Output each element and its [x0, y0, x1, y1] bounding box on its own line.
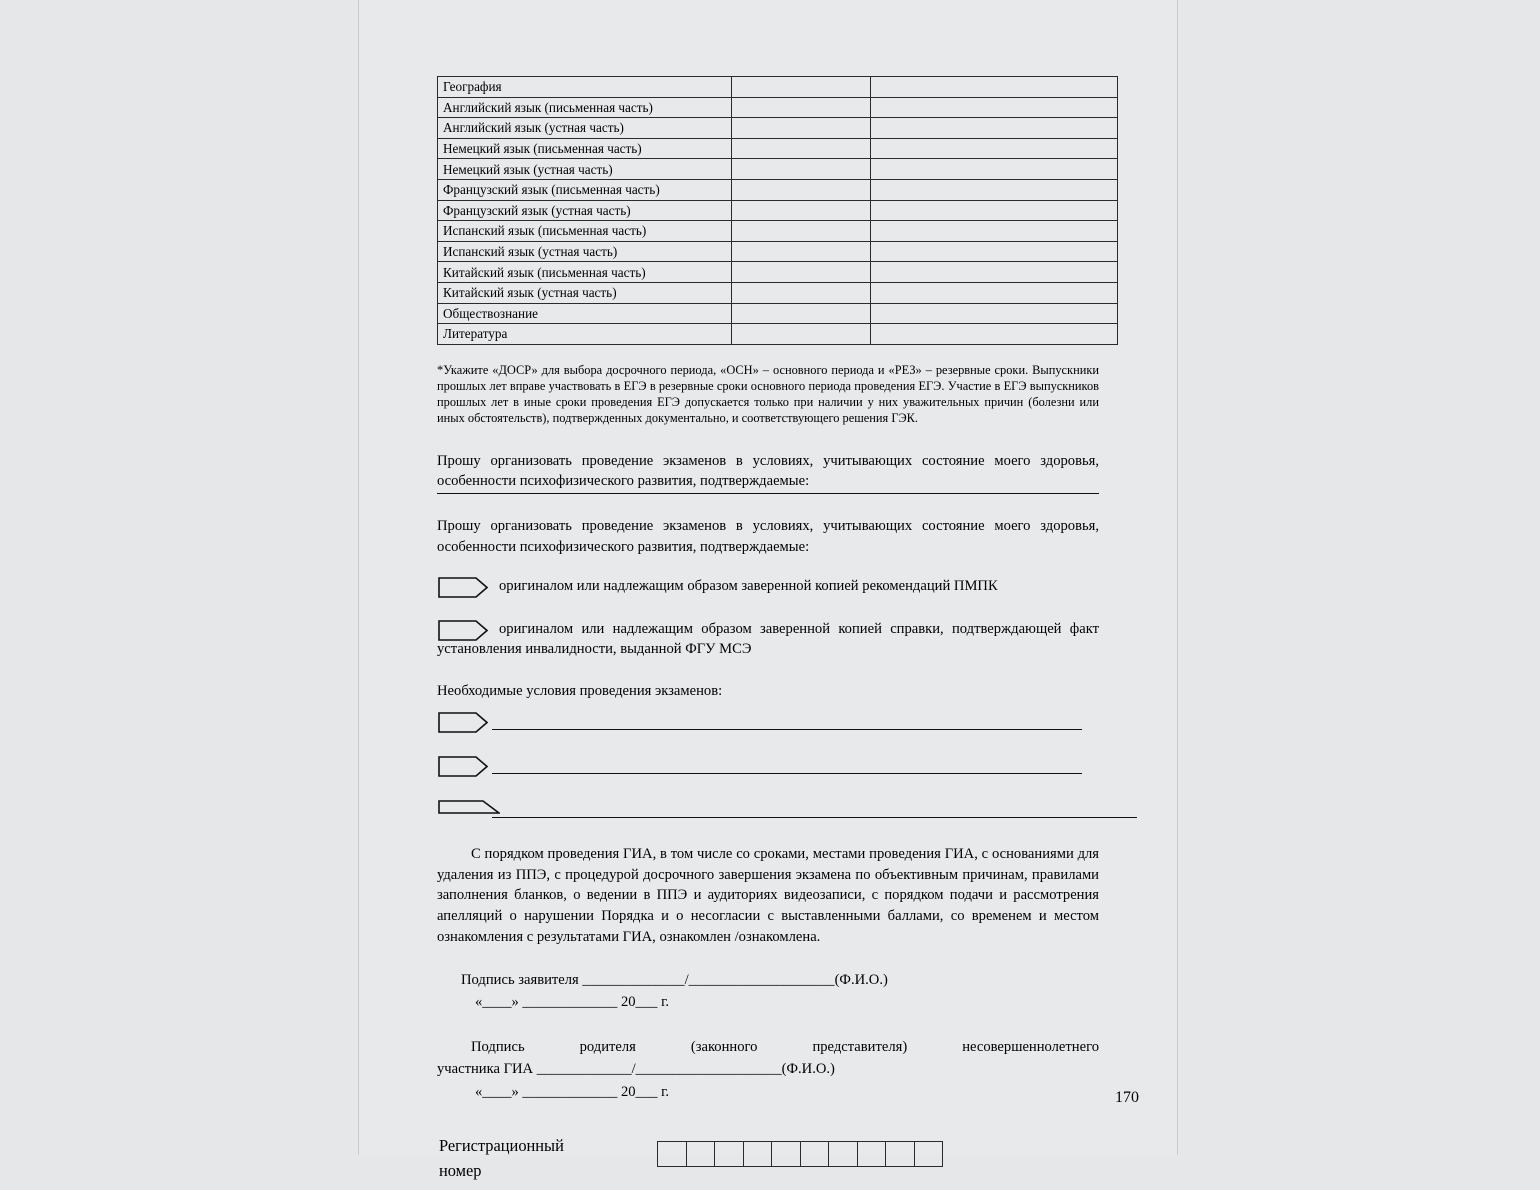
parent-signature-line — [437, 1059, 1099, 1081]
health-request-underline[interactable] — [437, 493, 1099, 494]
parent-word-1: Подпись — [471, 1039, 525, 1056]
arrow-checkbox-icon[interactable] — [438, 712, 488, 733]
subject-name-cell: Немецкий язык (устная часть) — [438, 159, 732, 180]
table-row — [438, 262, 1118, 283]
table-row — [438, 200, 1118, 221]
table-row — [438, 97, 1118, 118]
arrow-checkbox-icon[interactable] — [438, 620, 488, 641]
subject-extra-cell[interactable] — [871, 138, 1118, 159]
registration-cell[interactable] — [743, 1141, 773, 1167]
subject-period-cell[interactable] — [732, 221, 871, 242]
health-request-paragraph-2: Прошу организовать проведение экзаменов в условиях, учитывающих состояние моего здоровья, особенности психофизического развития, подтверждаемые: — [437, 518, 1099, 555]
subject-period-cell[interactable] — [732, 241, 871, 262]
subject-name-cell: Обществознание — [438, 303, 732, 324]
registration-cell[interactable] — [857, 1141, 887, 1167]
registration-number-label — [439, 1134, 639, 1183]
conditions-label: Необходимые условия проведения экзаменов: — [437, 682, 723, 699]
parent-signature-block — [437, 1037, 1099, 1104]
subject-period-cell[interactable] — [732, 262, 871, 283]
condition-input-line-2[interactable] — [492, 773, 1082, 774]
page-content — [437, 76, 1099, 1190]
table-row — [438, 303, 1118, 324]
subject-period-cell[interactable] — [732, 97, 871, 118]
subject-extra-cell[interactable] — [871, 324, 1118, 345]
parent-word-5: несовершеннолетнего — [962, 1039, 1099, 1056]
parent-fio-label: (Ф.И.О.) — [781, 1061, 835, 1078]
subject-name-cell: Литература — [438, 324, 732, 345]
gia-acknowledgement-paragraph: С порядком проведения ГИА, в том числе со сроками, местами проведения ГИА, с основаниями для удаления из ППЭ, с процедурой досрочного завершения экзамена по объективным причинам, правилами заполнения бланков, о ведении в ППЭ и аудиториях видеозаписи, с порядком подачи и рассмотрения апелляций о нарушении Порядка и о несогласии с выставленными баллами, со временем и местом ознакомления с результатами ГИА, ознакомлен /ознакомлена. — [437, 845, 1099, 945]
subject-period-cell[interactable] — [732, 77, 871, 98]
subject-name-cell: Испанский язык (письменная часть) — [438, 221, 732, 242]
subject-extra-cell[interactable] — [871, 282, 1118, 303]
subject-extra-cell[interactable] — [871, 303, 1118, 324]
registration-cell[interactable] — [914, 1141, 944, 1167]
subject-extra-cell[interactable] — [871, 97, 1118, 118]
registration-cell[interactable] — [885, 1141, 915, 1167]
subject-period-cell[interactable] — [732, 138, 871, 159]
subject-name-cell: Английский язык (письменная часть) — [438, 97, 732, 118]
subjects-table — [437, 76, 1118, 345]
registration-cell[interactable] — [686, 1141, 716, 1167]
condition-blank-row-1 — [437, 710, 1099, 744]
subject-name-cell: Китайский язык (письменная часть) — [438, 262, 732, 283]
table-footnote: *Укажите «ДОСР» для выбора досрочного периода, «ОСН» – основного периода и «РЕЗ» – резервные сроки. Выпускники прошлых лет вправе участвовать в ЕГЭ в резервные сроки основного периода проведения ЕГЭ. Участие в ЕГЭ выпускников прошлых лет в иные сроки проведения ЕГЭ допускается только при наличии у них уважительных причин (болезни или иных обстоятельств), подтвержденных документально, и соответствующего решения ГЭК. — [437, 362, 1099, 426]
applicant-signature-line — [437, 970, 1099, 992]
parent-signature-heading — [437, 1037, 1099, 1059]
table-row — [438, 159, 1118, 180]
condition-blank-row-3 — [437, 798, 1099, 832]
subject-period-cell[interactable] — [732, 282, 871, 303]
arrow-checkbox-icon[interactable] — [438, 800, 500, 821]
subject-period-cell[interactable] — [732, 159, 871, 180]
condition-input-line-1[interactable] — [492, 729, 1082, 730]
registration-number-cells[interactable] — [657, 1141, 943, 1167]
health-request-paragraph-1: Прошу организовать проведение экзаменов в условиях, учитывающих состояние моего здоровья, особенности психофизического развития, подтверждаемые: — [437, 453, 1099, 490]
page-margin-right — [1179, 0, 1540, 1155]
health-option-text-2: оригиналом или надлежащим образом заверенной копией справки, подтверждающей факт установления инвалидности, выданной ФГУ МСЭ — [437, 620, 1099, 657]
parent-word-4: представителя) — [812, 1039, 908, 1056]
table-row — [438, 179, 1118, 200]
table-row — [438, 118, 1118, 139]
subject-period-cell[interactable] — [732, 118, 871, 139]
table-row — [438, 77, 1118, 98]
parent-signature-label: участника ГИА — [437, 1061, 534, 1078]
applicant-signature-block — [437, 970, 1099, 1015]
subject-period-cell[interactable] — [732, 200, 871, 221]
health-option-label-2 — [437, 619, 1099, 659]
arrow-checkbox-icon[interactable] — [438, 756, 488, 777]
applicant-signature-label: Подпись заявителя — [461, 971, 579, 988]
registration-cell[interactable] — [657, 1141, 687, 1167]
applicant-date-line[interactable]: «____» _____________ 20___ г. — [475, 994, 670, 1011]
table-row — [438, 138, 1118, 159]
subject-period-cell[interactable] — [732, 303, 871, 324]
parent-signature-blank[interactable]: _____________/____________________ — [536, 1061, 782, 1078]
registration-label-line2: номер — [439, 1160, 482, 1180]
page-margin-left — [0, 0, 358, 1155]
document-page — [358, 0, 1178, 1180]
subject-extra-cell[interactable] — [871, 179, 1118, 200]
subject-name-cell: Французский язык (письменная часть) — [438, 179, 732, 200]
registration-label-line1: Регистрационный — [439, 1136, 564, 1156]
subject-period-cell[interactable] — [732, 324, 871, 345]
registration-cell[interactable] — [771, 1141, 801, 1167]
parent-word-3: (законного — [690, 1039, 758, 1056]
registration-cell[interactable] — [714, 1141, 744, 1167]
parent-word-2: родителя — [579, 1039, 636, 1056]
health-option-row-1 — [437, 576, 1099, 600]
arrow-checkbox-icon[interactable] — [438, 577, 488, 598]
health-option-text-1: оригиналом или надлежащим образом заверенной копией рекомендаций ПМПК — [499, 577, 998, 594]
subject-name-cell: Английский язык (устная часть) — [438, 118, 732, 139]
subject-extra-cell[interactable] — [871, 200, 1118, 221]
table-row — [438, 221, 1118, 242]
condition-blank-row-2 — [437, 754, 1099, 788]
page-number: 170 — [1115, 1089, 1139, 1106]
subject-extra-cell[interactable] — [871, 77, 1118, 98]
parent-date-line[interactable]: «____» _____________ 20___ г. — [475, 1084, 670, 1101]
registration-cell[interactable] — [828, 1141, 858, 1167]
table-row — [438, 324, 1118, 345]
subject-extra-cell[interactable] — [871, 262, 1118, 283]
subject-name-cell: Французский язык (устная часть) — [438, 200, 732, 221]
applicant-signature-blank[interactable]: ______________/____________________ — [582, 971, 835, 988]
health-option-row-2 — [437, 619, 1099, 659]
table-row — [438, 282, 1118, 303]
subject-name-cell: География — [438, 77, 732, 98]
subject-extra-cell[interactable] — [871, 118, 1118, 139]
subject-extra-cell[interactable] — [871, 159, 1118, 180]
table-row — [438, 241, 1118, 262]
subject-name-cell: Испанский язык (устная часть) — [438, 241, 732, 262]
subject-name-cell: Китайский язык (устная часть) — [438, 282, 732, 303]
subject-name-cell: Немецкий язык (письменная часть) — [438, 138, 732, 159]
subject-extra-cell[interactable] — [871, 241, 1118, 262]
registration-cell[interactable] — [800, 1141, 830, 1167]
condition-input-line-3[interactable] — [492, 817, 1137, 818]
applicant-fio-label: (Ф.И.О.) — [834, 971, 888, 988]
subject-extra-cell[interactable] — [871, 221, 1118, 242]
health-option-label-1 — [437, 576, 1099, 596]
registration-number-block — [437, 1134, 1099, 1190]
subject-period-cell[interactable] — [732, 179, 871, 200]
